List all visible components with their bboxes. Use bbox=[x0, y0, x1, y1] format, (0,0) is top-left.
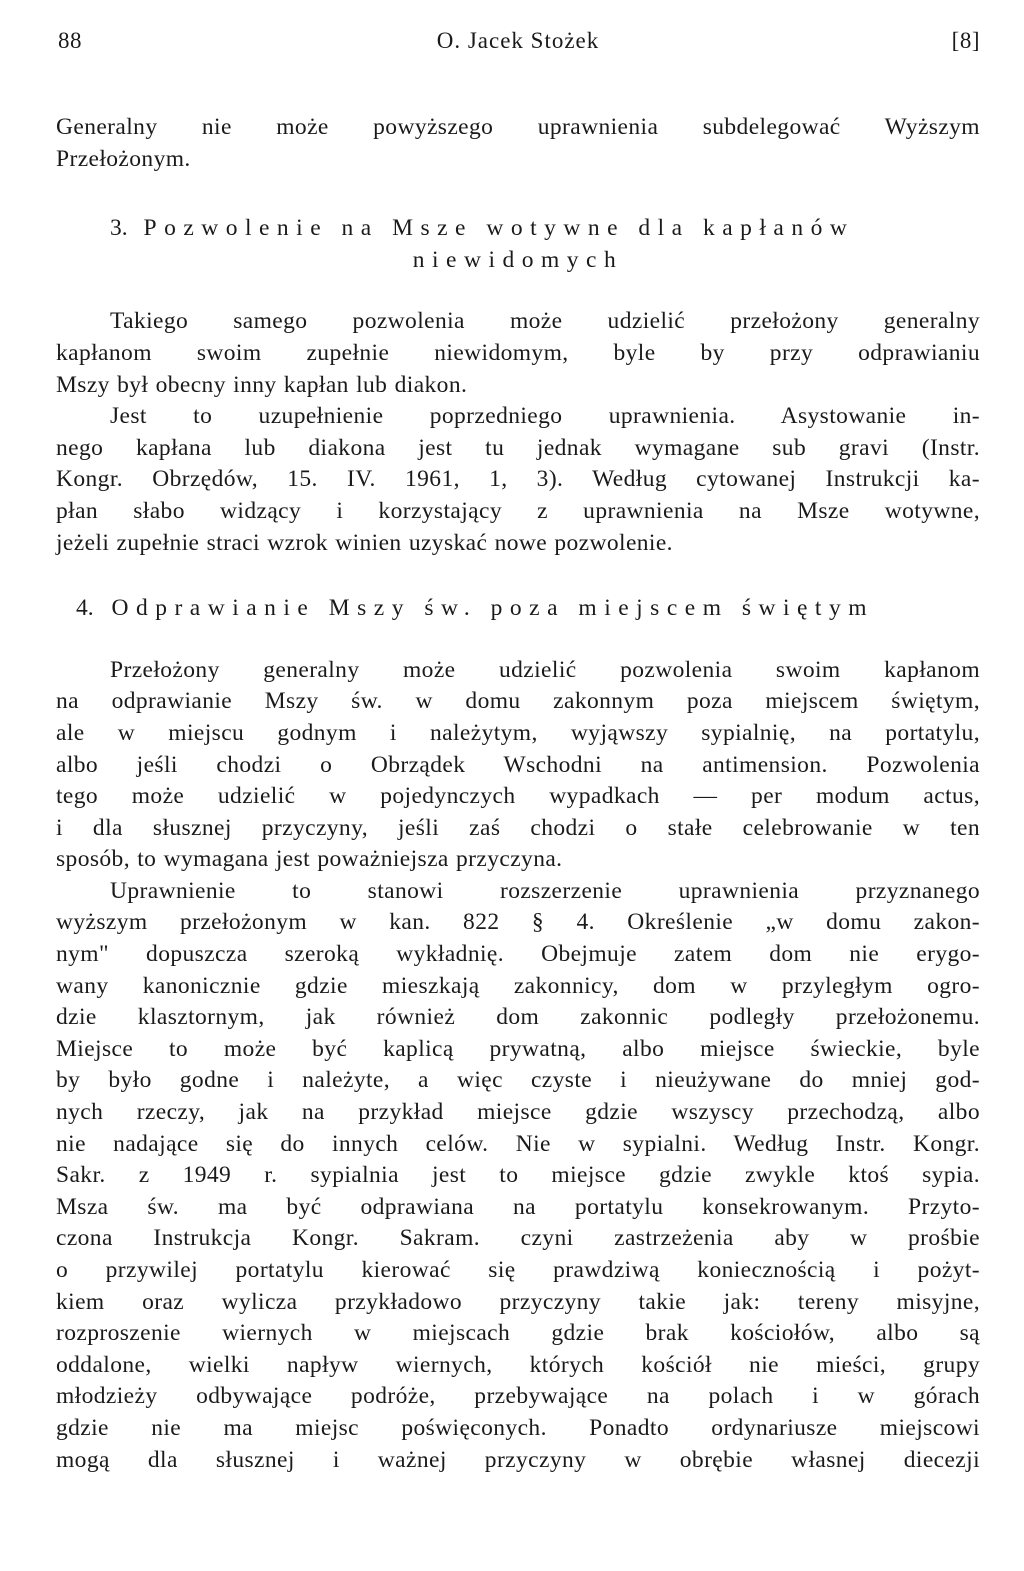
intro-paragraph bbox=[56, 112, 980, 175]
section-4-paragraph-1 bbox=[56, 655, 980, 876]
section-title: Odprawianie Mszy św. poza miejscem świętym bbox=[111, 595, 874, 622]
text-line: Kongr. Obrzędów, 15. IV. 1961, 1, 3). Według cytowanej Instrukcji ka- bbox=[56, 466, 980, 493]
text-line: dzie klasztornym, jak również dom zakonnic podległy przełożonemu. bbox=[56, 1004, 980, 1031]
text-line: tego może udzielić w pojedynczych wypadkach — per modum actus, bbox=[56, 783, 980, 810]
text-line: Sakr. z 1949 r. sypialnia jest to miejsce gdzie zwykle ktoś sypia. bbox=[56, 1162, 980, 1189]
text-line: na odprawianie Mszy św. w domu zakonnym poza miejscem świętym, bbox=[56, 688, 980, 715]
text-line: Msza św. ma być odprawiana na portatylu konsekrowanym. Przyto- bbox=[56, 1193, 980, 1220]
text-line: by było godne i należyte, a więc czyste i nieużywane do mniej god- bbox=[56, 1067, 980, 1094]
text-line: Takiego samego pozwolenia może udzielić przełożony generalny bbox=[110, 308, 980, 335]
text-line: albo jeśli chodzi o Obrządek Wschodni na antimension. Pozwolenia bbox=[56, 751, 980, 778]
section-3-paragraph-1 bbox=[56, 306, 980, 401]
text-line: wany kanonicznie gdzie mieszkają zakonnicy, dom w przyległym ogro- bbox=[56, 972, 980, 999]
text-line: nego kapłana lub diakona jest tu jednak wymagane sub gravi (Instr. bbox=[56, 434, 980, 461]
text-line: i dla słusznej przyczyny, jeśli zaś chodzi o stałe celebrowanie w ten bbox=[56, 814, 980, 841]
section-number: 3. bbox=[110, 215, 128, 242]
text-line: Uprawnienie to stanowi rozszerzenie uprawnienia przyznanego bbox=[110, 877, 980, 904]
running-title: O. Jacek Stożek bbox=[436, 28, 600, 53]
section-title-continued: niewidomych bbox=[412, 246, 624, 273]
section-marker: [8] bbox=[951, 28, 980, 53]
text-line: Generalny nie może powyższego uprawnienia subdelegować Wyższym bbox=[56, 114, 980, 140]
section-number: 4. bbox=[76, 595, 94, 622]
text-line: czona Instrukcja Kongr. Sakram. czyni zastrzeżenia aby w prośbie bbox=[56, 1225, 980, 1252]
text-line: Przełożony generalny może udzielić pozwolenia swoim kapłanom bbox=[110, 656, 980, 683]
section-3-heading bbox=[56, 213, 980, 276]
section-4-heading bbox=[56, 593, 980, 625]
text-line: mogą dla słusznej i ważnej przyczyny w obrębie własnej diecezji bbox=[56, 1446, 980, 1473]
text-line: Miejsce to może być kaplicą prywatną, albo miejsce świeckie, byle bbox=[56, 1035, 980, 1062]
book-page bbox=[56, 0, 980, 1476]
text-line: kapłanom swoim zupełnie niewidomym, byle by przy odprawianiu bbox=[56, 339, 980, 366]
text-line: płan słabo widzący i korzystający z uprawnienia na Msze wotywne, bbox=[56, 497, 980, 524]
section-title: Pozwolenie na Msze wotywne dla kapłanów bbox=[143, 215, 855, 242]
text-line: wyższym przełożonym w kan. 822 § 4. Określenie „w domu zakon- bbox=[56, 909, 980, 936]
text-line: oddalone, wielki napływ wiernych, których kościół nie mieści, grupy bbox=[56, 1351, 980, 1378]
text-line: kiem oraz wylicza przykładowo przyczyny takie jak: tereny misyjne, bbox=[56, 1288, 980, 1315]
text-line: Przełożonym. bbox=[56, 145, 191, 172]
text-line: rozproszenie wiernych w miejscach gdzie brak kościołów, albo są bbox=[56, 1320, 980, 1347]
text-line: nie nadające się do innych celów. Nie w sypialni. Według Instr. Kongr. bbox=[56, 1130, 980, 1157]
page-header bbox=[56, 28, 980, 68]
text-line: nych rzeczy, jak na przykład miejsce gdzie wszyscy przechodzą, albo bbox=[56, 1099, 980, 1126]
text-line: jeżeli zupełnie straci wzrok winien uzyskać nowe pozwolenie. bbox=[56, 529, 673, 556]
text-line: ale w miejscu godnym i należytym, wyjąwszy sypialnię, na portatylu, bbox=[56, 719, 980, 746]
page-number: 88 bbox=[58, 28, 82, 53]
text-line: Mszy był obecny inny kapłan lub diakon. bbox=[56, 371, 468, 398]
section-4-paragraph-2 bbox=[56, 876, 980, 1476]
text-line: sposób, to wymagana jest poważniejsza przyczyna. bbox=[56, 846, 563, 873]
text-line: nym" dopuszcza szeroką wykładnię. Obejmuje zatem dom nie erygo- bbox=[56, 941, 980, 968]
text-line: o przywilej portatylu kierować się prawdziwą koniecznością i pożyt- bbox=[56, 1257, 980, 1283]
text-line: Jest to uzupełnienie poprzedniego uprawnienia. Asystowanie in- bbox=[110, 403, 980, 430]
text-line: gdzie nie ma miejsc poświęconych. Ponadto ordynariusze miejscowi bbox=[56, 1414, 980, 1441]
section-3-paragraph-2 bbox=[56, 401, 980, 559]
text-line: młodzieży odbywające podróże, przebywające na polach i w górach bbox=[56, 1383, 980, 1410]
